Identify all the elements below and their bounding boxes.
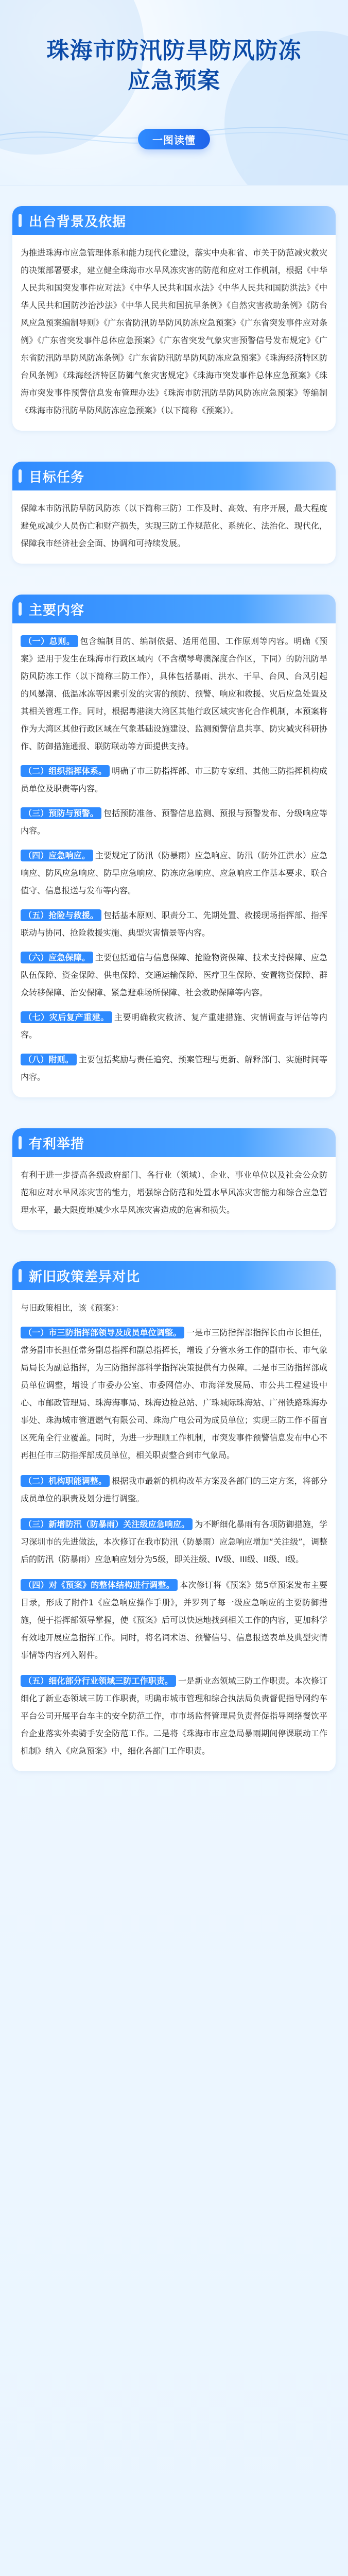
comparison-item [21,1577,327,1664]
item-text: 主要包括通信与信息保障、抢险物资保障、技术支持保障、应急队伍保障、资金保障、供电保障、交通运输保障、医疗卫生保障、安置物资保障、群众转移保障、治安保障、紧急避难场所保障、社会救助保障等内容。 [21,953,327,997]
item-text: 一是新业态领域三防工作职责。本次修订细化了新业态领域三防工作职责，明确市城市管理和综合执法局负责督促指导网约车平台公司开展平台车主的安全防范工作，市市场监督管理局负责督促指导网络餐饮平台企业落实外卖骑手安全防范工作。二是将《珠海市市应急局暴雨期间停课联动工作机制》纳入《应急预案》中，细化各部门工作职责。 [21,1676,327,1756]
item-text: 主要包括奖励与责任追究、预案管理与更新、解释部门、实施时间等内容。 [21,1055,327,1082]
comparison-intro: 与旧政策相比，该《预案》： [21,1303,124,1313]
item-label: （三）新增防汛（防暴雨）关注级应急响应。 [21,1518,193,1530]
section-header [12,462,336,490]
item-label: （五）细化部分行业领域三防工作职责。 [21,1675,176,1687]
item-label: （三）预防与预警。 [21,807,101,819]
section-body [12,490,336,564]
section-title: 有利举措 [29,1136,85,1152]
comparison-item [21,1472,327,1507]
section-marker-icon [19,602,22,616]
section-header [12,1128,336,1157]
content-item [21,847,327,900]
section-body [12,235,336,431]
goal-text: 保障本市防汛防旱防风防冻（以下简称三防）工作及时、高效、有序开展，最大程度避免或减少人员伤亡和财产损失，实现三防工作规范化、系统化、法治化、现代化，保障我市经济社会全面、协调和可持续发展。 [21,503,327,548]
section-marker-icon [19,1136,22,1149]
item-label: （七）灾后复产重建。 [21,1011,112,1023]
content-item [21,633,327,755]
item-text: 本次修订将《预案》第5章预案发布主要目录，形成了附件1《应急响应操作手册》，并罗列了每一级应急响应的主要防御措施，便于指挥部领导掌握，使《预案》后可以快速地找到相关工作的内容，更加科学有效地开展应急指挥工作。同时，将名词术语、预警信号、信息报送表单及典型灾情事情等内容列入附件。 [21,1580,327,1660]
background-text: 为推进珠海市应急管理体系和能力现代化建设，落实中央和省、市关于防范减灾救灾的决策部署要求，建立健全珠海市水旱风冻灾害的防范和应对工作机制，根据《中华人民共和国突发事件应对法》《中华人民共和国水法》《中华人民共和国防洪法》《中华人民共和国防沙治沙法》《中华人民共和国抗旱条例》《自然灾害救助条例》《防台风应急预案编制导则》《广东省防汛防旱防风防冻应急预案》《广东省突发事件应对条例》《广东省突发事件总体应急预案》《广东省突发气象灾害预警信号发布规定》《广东省防汛防旱防风防冻条例》《广东省防汛防旱防风防冻应急预案》《珠海经济特区防台风条例》《珠海经济特区防御气象灾害规定》《珠海市突发事件总体应急预案》《珠海市突发事件预警信息发布管理办法》《珠海市防汛防旱防风防冻应急预案》等编制《珠海市防汛防旱防风防冻应急预案》（以下简称《预案》）。 [21,248,327,415]
item-text: 为不断细化暴雨有各项防御措施，学习深圳市的先进做法，本次修订在我市防汛（防暴雨）应急响应增加“关注级”，调整后的防汛（防暴雨）应急响应划分为5级，即关注级、IV级、III级、II级、I级。 [21,1519,327,1564]
content-item [21,1009,327,1044]
section-comparison [12,1261,336,1771]
section-body [12,623,336,1097]
section-header [12,595,336,623]
item-label: （五）抢险与救援。 [21,909,101,921]
section-title: 目标任务 [29,469,85,485]
title-line-2: 应急预案 [128,67,220,94]
section-background [12,206,336,431]
item-label: （八）附则。 [21,1054,77,1065]
item-text: 包括预防准备、预警信息监测、预报与预警发布、分级响应等内容。 [21,808,327,836]
item-label: （六）应急保障。 [21,952,93,963]
section-body [12,1157,336,1230]
item-text: 包括基本原则、职责分工、先期处置、救援现场指挥部、指挥联动与协同、抢险救援实施、典型灾害情景等内容。 [21,910,327,938]
item-label: （四）对《预案》的整体结构进行调整。 [21,1579,178,1591]
read-badge: 一图读懂 [138,129,210,149]
section-header [12,1261,336,1290]
item-label: （一）总则。 [21,635,78,647]
content-item [21,805,327,840]
section-title: 主要内容 [29,602,85,618]
section-marker-icon [19,469,22,483]
comparison-item [21,1672,327,1760]
item-text: 明确了市三防指挥部、市三防专家组、其他三防指挥机构成员单位及职责等内容。 [21,766,327,793]
section-marker-icon [19,1269,22,1282]
item-label: （四）应急响应。 [21,850,93,861]
item-text: 包含编制目的、编制依据、适用范围、工作原则等内容。明确《预案》适用于发生在珠海市行政区域内（不含横琴粤澳深度合作区，下同）的防汛防旱防风防冻工作（以下简称三防工作），具体包括暴雨、洪水、干旱、台风、台风引起的风暴潮、低温冰冻等因素引发的灾害的预防、预警、响应和救援、灾后应急处置及其相关管理工作。同时，根据粤港澳大湾区其他行政区域灾害化合作机制，本预案将作为大湾区其他行政区域在气象基础设施建设、监测预警信息共享、防灾减灾科研协作、防御措施通报、联防联动等方面提供支持。 [21,636,327,751]
section-header [12,206,336,235]
comparison-item [21,1324,327,1464]
section-content [12,595,336,1097]
item-label: （二）组织指挥体系。 [21,765,110,777]
content-item [21,1051,327,1086]
item-text: 主要规定了防汛（防暴雨）应急响应、防汛（防外江洪水）应急响应、防风应急响应、防旱应急响应、防冻应急响应、应急响应工作基本要求、联合值守、信息报送与发布等内容。 [21,851,327,895]
measures-text: 有利于进一步提高各级政府部门、各行业（领域）、企业、事业单位以及社会公众防范和应对水旱风冻灾害的能力，增强综合防范和处置水旱风冻灾害能力和综合应急管理水平，最大限度地减少水旱风冻灾害造成的危害和损失。 [21,1170,327,1215]
section-marker-icon [19,214,22,227]
item-label: （二）机构职能调整。 [21,1475,110,1487]
content-item [21,907,327,942]
title-line-1: 珠海市防汛防旱防风防冻 [46,38,302,64]
content-sections [0,185,348,1833]
hero-header [0,0,348,185]
section-body [12,1290,336,1771]
content-item [21,762,327,798]
item-label: （一）市三防指挥部领导及成员单位调整。 [21,1327,184,1338]
page-title [0,36,348,96]
section-title: 出台背景及依据 [29,214,127,230]
item-text: 根据我市最新的机构改革方案及各部门的三定方案，将部分成员单位的职责及划分进行调整。 [21,1476,327,1503]
item-text: 主要明确救灾救济、复产重建措施、灾情调查与评估等内容。 [21,1012,327,1040]
section-title: 新旧政策差异对比 [29,1269,141,1285]
item-text: 一是市三防指挥部指挥长由市长担任，常务副市长担任常务副总指挥和副总指挥长，增设了分管水务工作的副市长、市气象局局长为副总指挥，为三防指挥部科学指挥决策提供有力保障。二是市三防指挥部成员单位调整，增设了市委办公室、市委网信办、市海洋发展局、市公共工程建设中心、市邮政管理局、珠海海事局、珠海边检总站、广珠城际珠海站、广州铁路珠海办事处、珠海城市管道燃气有限公司、珠海广电公司为成员单位；实现三防工作不留盲区死角全行业覆盖。同时，为进一步理顺工作机制，市突发事件预警信息发布中心不再担任市三防指挥部成员单位，相关职责整合到市气象局。 [21,1328,327,1460]
section-measures [12,1128,336,1230]
comparison-item [21,1516,327,1568]
section-goal [12,462,336,564]
content-item [21,949,327,1002]
